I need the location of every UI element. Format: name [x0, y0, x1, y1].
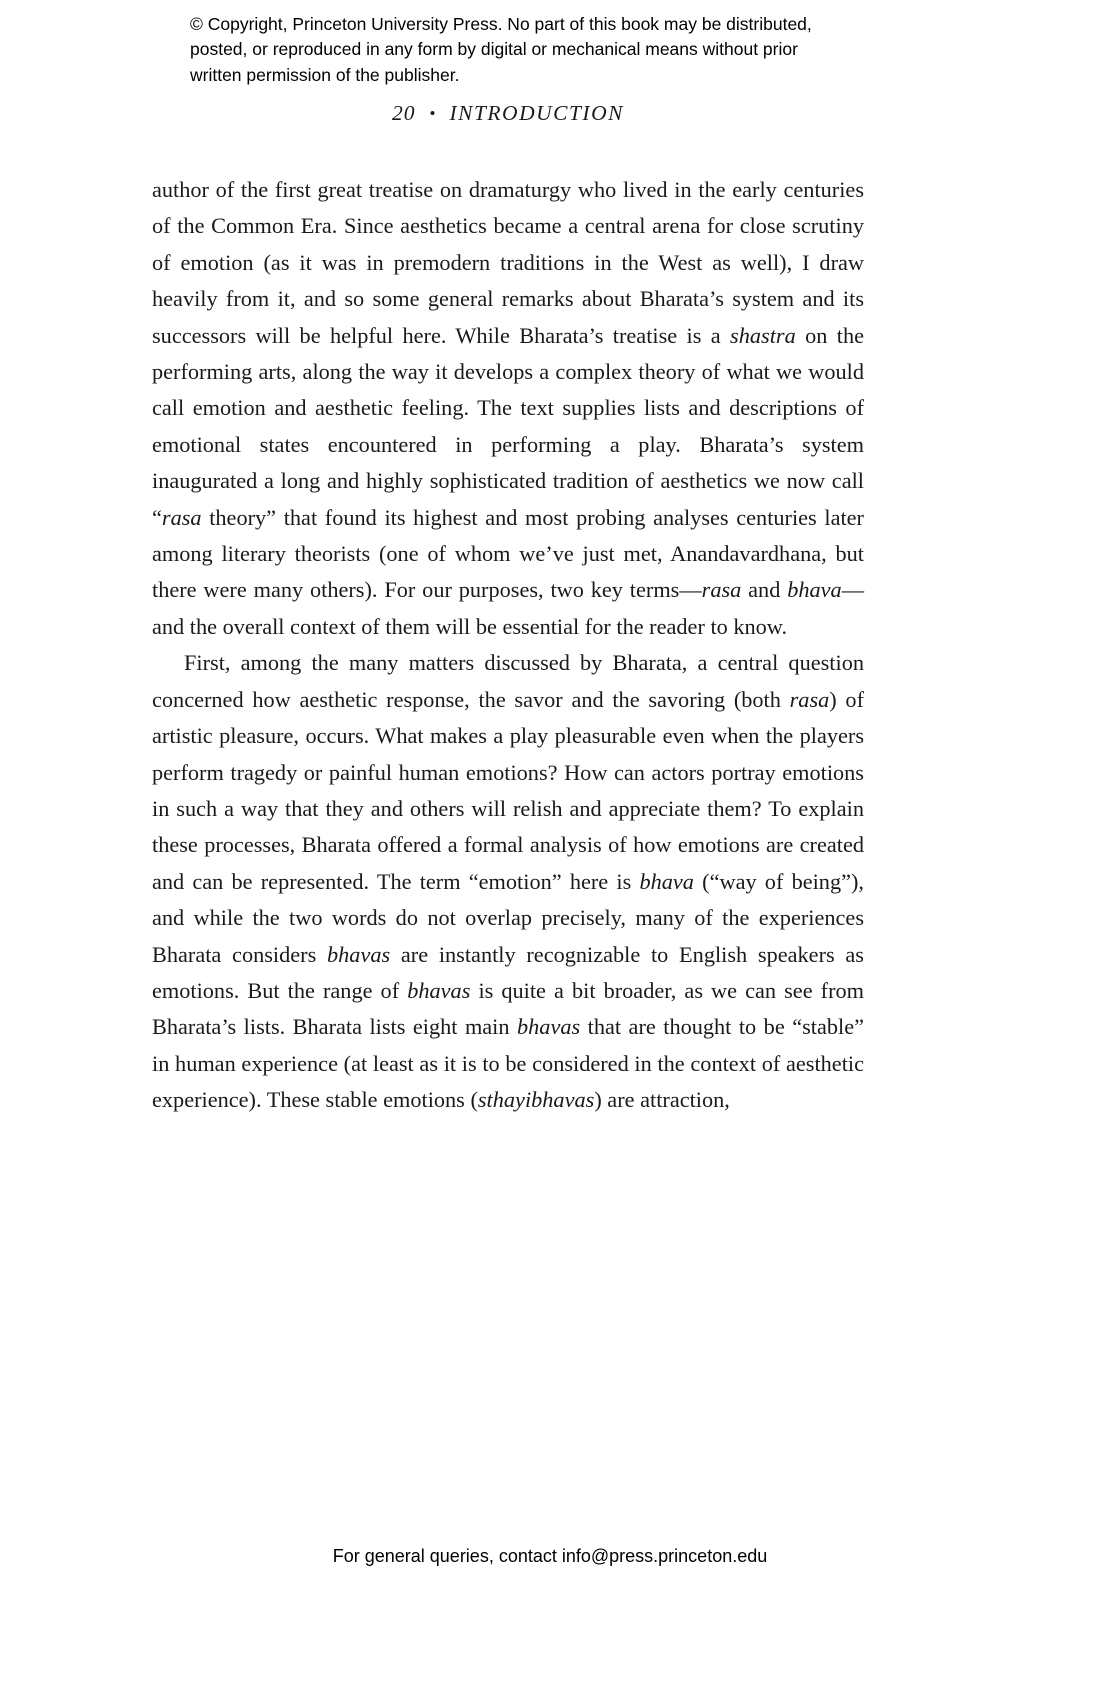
text-segment: ) of artistic pleasure, occurs. What makes a play pleasurable even when the players perform tragedy or painful human emotions? How can actors portray emotions in such a way that they and others will relish and appreciate them? To explain these processes, Bharata offered a formal analysis of how emotions are created and can be represented. The term “emotion” here is	[152, 686, 865, 894]
text-segment: and	[741, 577, 788, 603]
text-segment: (“way of being”), and while the two words do not overlap precisely, many of the experiences Bharata considers	[152, 868, 864, 967]
italic-term: bhava	[639, 868, 694, 894]
italic-term: bhavas	[327, 941, 391, 967]
page-number: 20	[392, 101, 416, 125]
body-text	[152, 172, 864, 1119]
text-segment: First, among the many matters discussed by Bharata, a central question concerned how aesthetic response, the savor and the savoring (both	[152, 650, 864, 712]
italic-term: sthayibhavas	[477, 1087, 595, 1113]
italic-term: rasa	[701, 577, 742, 603]
footer-contact: For general queries, contact info@press.princeton.edu	[332, 1546, 768, 1566]
paragraph	[152, 645, 864, 1118]
italic-term: rasa	[161, 504, 202, 530]
italic-term: bhavas	[517, 1014, 581, 1040]
italic-term: rasa	[789, 686, 830, 712]
text-segment: ) are attraction,	[594, 1087, 730, 1113]
text-segment: theory” that found its highest and most probing analyses centuries later among literary theorists (one of whom we’ve just met, Anandavardhana, but there were many others). For our purposes, two key terms—	[152, 504, 864, 603]
text-segment: is quite a bit broader, as we can see from Bharata’s lists. Bharata lists eight main	[152, 977, 864, 1040]
italic-term: bhavas	[407, 977, 471, 1003]
bullet-separator-icon: •	[429, 104, 436, 123]
text-segment: —and the overall context of them will be essential for the reader to know.	[152, 577, 865, 639]
text-segment: author of the first great treatise on dramaturgy who lived in the early centuries of the Common Era. Since aesthetics became a central arena for close scrutiny of emotion (as it was in premodern traditions in the West as well), I draw heavily from it, and so some general remarks about Bharata’s system and its successors will be helpful here. While Bharata’s treatise is a	[152, 177, 864, 348]
copyright-notice: © Copyright, Princeton University Press. No part of this book may be distributed, posted, or reproduced in any form by digital or mechanical means without prior written permission of the publisher.	[190, 14, 812, 85]
italic-term: bhava	[787, 577, 842, 603]
text-segment: are instantly recognizable to English speakers as emotions. But the range of	[152, 941, 864, 1003]
section-title: INTRODUCTION	[449, 101, 624, 125]
text-segment: that are thought to be “stable” in human experience (at least as it is to be considered in the context of aesthetic experience). These stable emotions (	[152, 1014, 864, 1113]
text-segment: on the performing arts, along the way it develops a complex theory of what we would call emotion and aesthetic feeling. The text supplies lists and descriptions of emotional states encountered in performing a play. Bharata’s system inaugurated a long and highly sophisticated tradition of aesthetics we now call “	[152, 322, 864, 530]
paragraph	[152, 172, 864, 645]
italic-term: shastra	[730, 322, 796, 348]
running-head	[152, 101, 864, 126]
